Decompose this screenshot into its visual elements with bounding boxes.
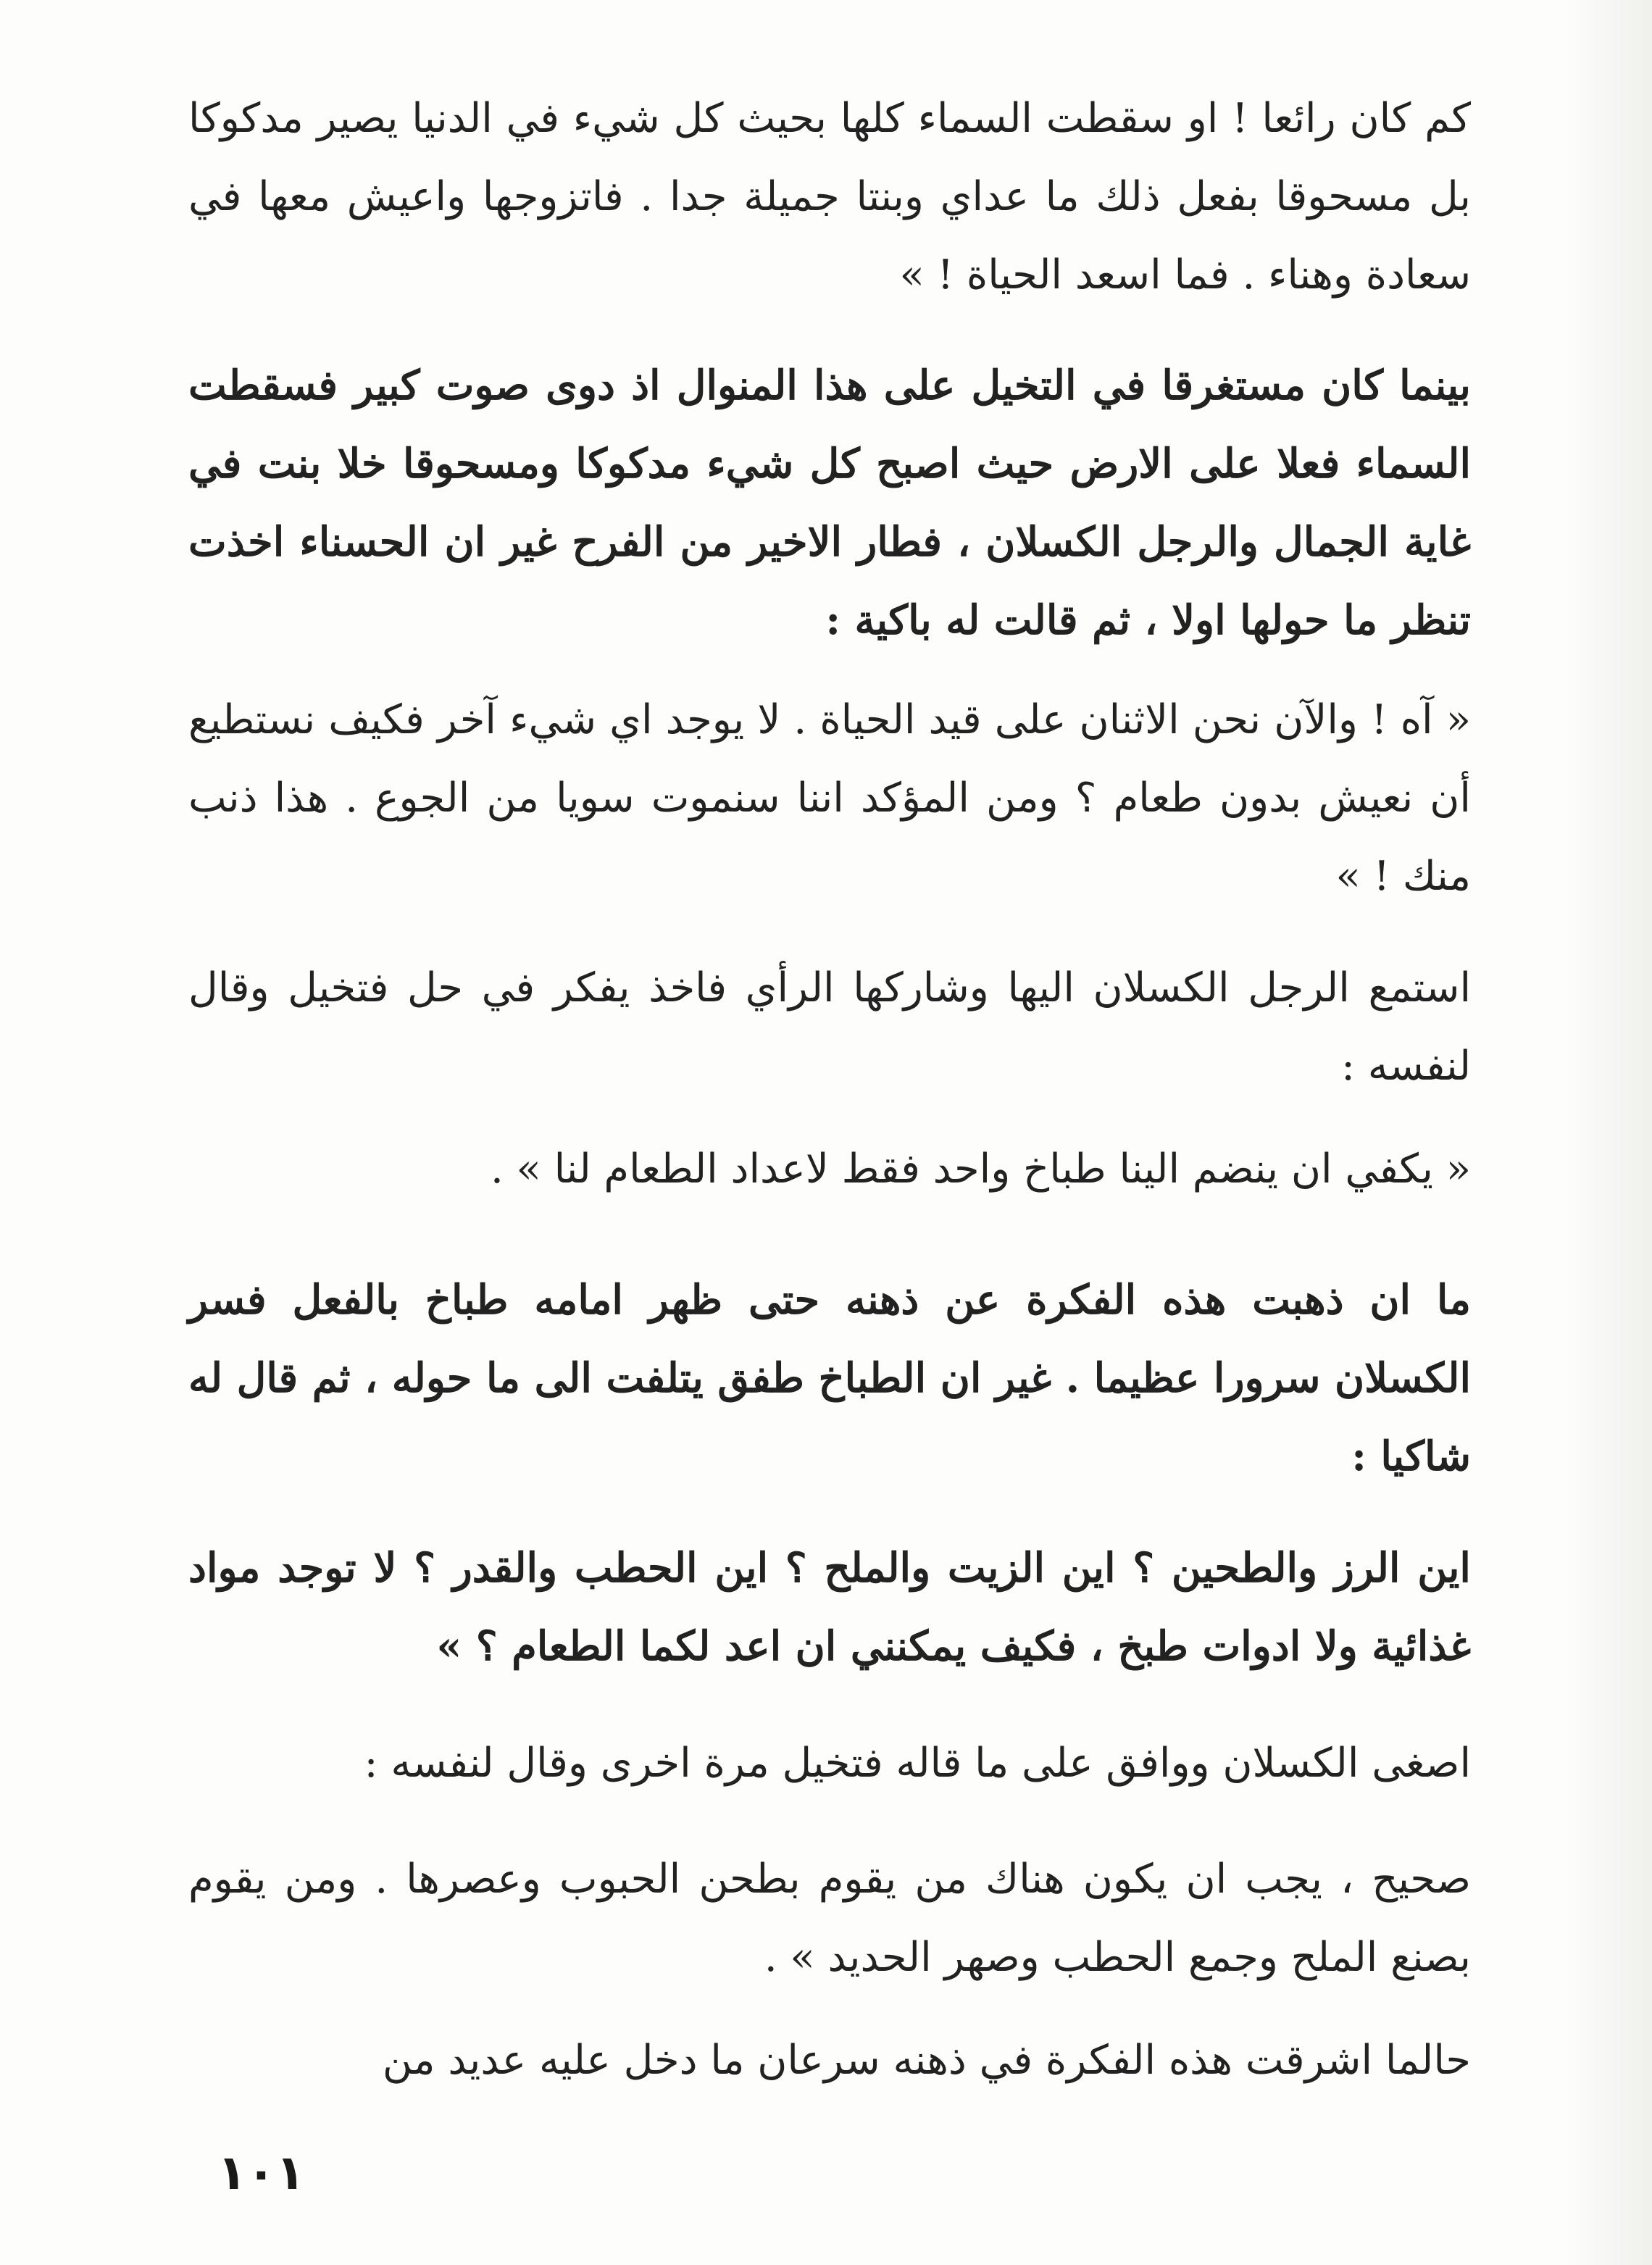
- paragraph-10: [188, 2022, 1580, 2100]
- page-number: ١٠١: [217, 2145, 305, 2201]
- paragraph-text: « آه ! والآن نحن الاثنان على قيد الحياة . لا يوجد اي شيء آخر فكيف نستطيع أن نعيش بدون طعام ؟ ومن المؤكد اننا سنموت سويا من الجوع . هذا ذنب منك ! »: [188, 696, 1471, 900]
- paragraph-text: استمع الرجل الكسلان اليها وشاركها الرأي فاخذ يفكر في حل فتخيل وقال لنفسه :: [188, 964, 1471, 1090]
- paragraph-3: [188, 681, 1580, 916]
- paragraph-6: [188, 1261, 1580, 1496]
- paragraph-text: حالما اشرقت هذه الفكرة في ذهنه سرعان ما دخل عليه عديد من: [382, 2037, 1471, 2084]
- paragraph-1: [188, 80, 1471, 314]
- paragraph-8: [188, 1724, 1580, 1803]
- paragraph-text: صحيح ، يجب ان يكون هناك من يقوم بطحن الحبوب وعصرها . ومن يقوم بصنع الملح وجمع الحطب وصهر الحديد » .: [188, 1856, 1471, 1981]
- paragraph-text: اصغى الكسلان ووافق على ما قاله فتخيل مرة اخرى وقال لنفسه :: [364, 1740, 1471, 1787]
- paragraph-text: اين الرز والطحين ؟ اين الزيت والملح ؟ اين الحطب والقدر ؟ لا توجد مواد غذائية ولا ادوات طبخ ، فكيف يمكنني ان اعد لكما الطعام ؟ »: [188, 1544, 1471, 1670]
- paragraph-7: [188, 1529, 1580, 1685]
- paragraph-text: بينما كان مستغرقا في التخيل على هذا المنوال اذ دوى صوت كبير فسقطت السماء فعلا على الارض حيث اصبح كل شيء مدكوكا ومسحوقا خلا بنت في غاية الجمال والرجل الكسلان ، فطار الاخير من الفرح غير ان الحسناء اخذت تنظر ما حولها اولا ، ثم قالت له باكية :: [188, 362, 1471, 644]
- paragraph-text: « يكفي ان ينضم الينا طباخ واحد فقط لاعداد الطعام لنا » .: [490, 1146, 1471, 1193]
- paragraph-9: [188, 1840, 1580, 1997]
- paragraph-text: كم كان رائعا ! او سقطت السماء كلها بحيث كل شيء في الدنيا يصير مدكوكا بل مسحوقا بفعل ذلك ما عداي وبنتا جميلة جدا . فاتزوجها واعيش معها في سعادة وهناء . فما اسعد الحياة ! »: [188, 95, 1472, 299]
- paragraph-5: [188, 1130, 1580, 1209]
- paragraph-text: ما ان ذهبت هذه الفكرة عن ذهنه حتى ظهر امامه طباخ بالفعل فسر الكسلان سرورا عظيما . غير ان الطباخ طفق يتلفت الى ما حوله ، ثم قال له شاكيا :: [188, 1276, 1471, 1480]
- paragraph-2: [188, 346, 1580, 659]
- paragraph-4: [188, 949, 1580, 1106]
